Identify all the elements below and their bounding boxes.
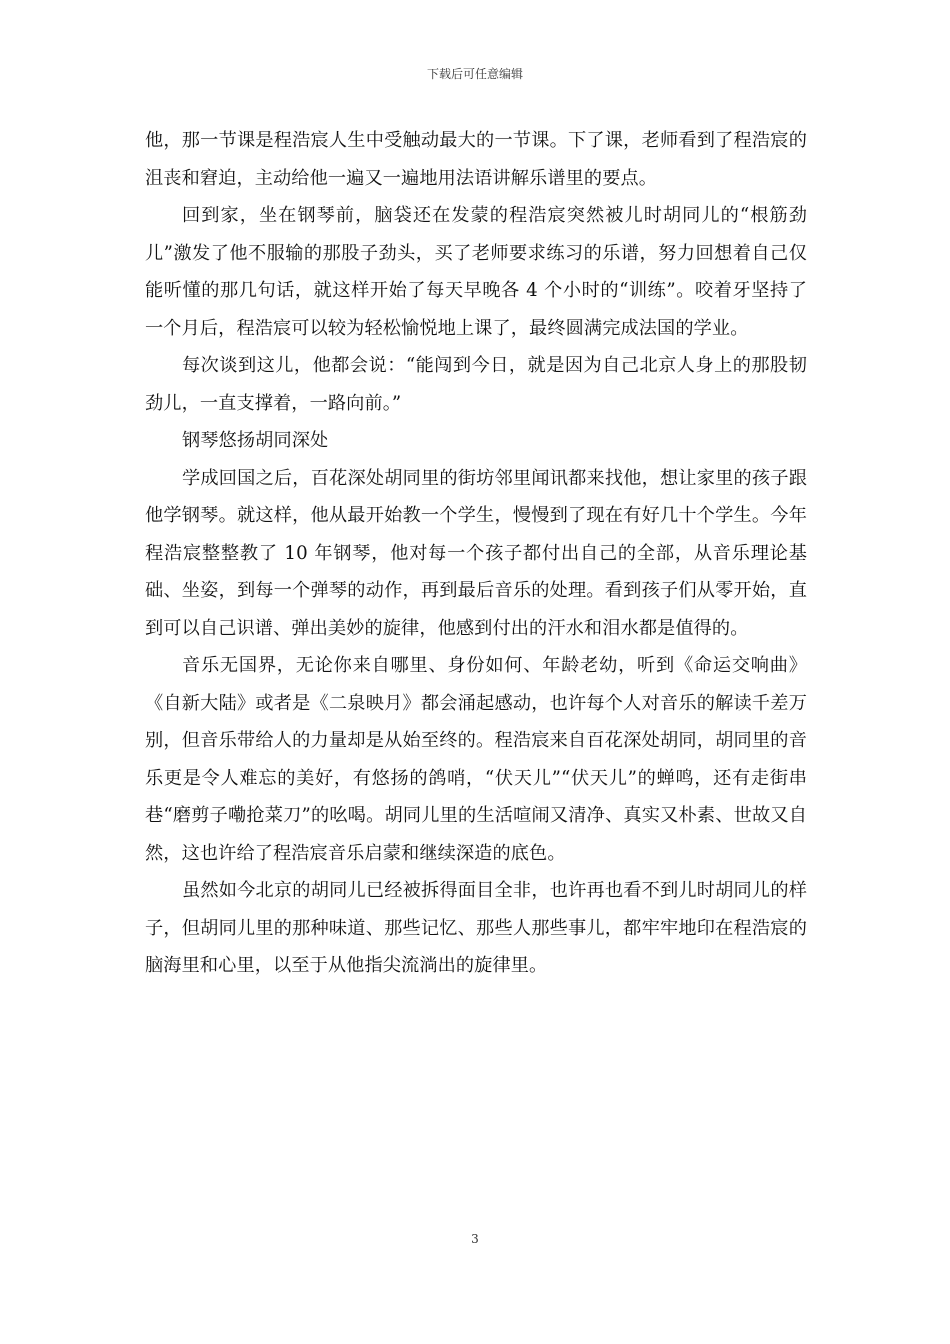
page-number: 3 — [471, 1232, 479, 1246]
document-body — [145, 122, 807, 985]
paragraph-music: 音乐无国界，无论你来自哪里、身份如何、年龄老幼，听到《命运交响曲》《自新大陆》或者是《二泉映月》都会涌起感动，也许每个人对音乐的解读千差万别，但音乐带给人的力量却是从始至终的。程浩宸来自百花深处胡同，胡同里的音乐更是令人难忘的美好，有悠扬的鸽哨，“伏天儿”“伏天儿”的蝉鸣，还有走街串巷“磨剪子嘞抢菜刀”的吆喝。胡同儿里的生活喧闹又清净、真实又朴素、世故又自然，这也许给了程浩宸音乐启蒙和继续深造的底色。 — [145, 655, 807, 864]
paragraph-hutong-memory: 虽然如今北京的胡同儿已经被拆得面目全非，也许再也看不到儿时胡同儿的样子，但胡同儿里的那种味道、那些记忆、那些人那些事儿，都牢牢地印在程浩宸的脑海里和心里，以至于从他指尖流淌出的旋律里。 — [145, 880, 807, 976]
section-heading: 钢琴悠扬胡同深处 — [182, 430, 329, 451]
page-header-note: 下载后可任意编辑 — [426, 67, 523, 81]
paragraph-quote: 每次谈到这儿，他都会说：“能闯到今日，就是因为自己北京人身上的那股韧劲儿，一直支撑着，一路向前。” — [145, 355, 807, 414]
paragraph-continuation: 他，那一节课是程浩宸人生中受触动最大的一节课。下了课，老师看到了程浩宸的沮丧和窘迫，主动给他一遍又一遍地用法语讲解乐谱里的要点。 — [145, 130, 807, 189]
paragraph-return-home: 回到家，坐在钢琴前，脑袋还在发蒙的程浩宸突然被儿时胡同儿的“根筋劲儿”激发了他不服输的那股子劲头，买了老师要求练习的乐谱，努力回想着自己仅能听懂的那几句话，就这样开始了每天早晚各 4 个小时的“训练”。咬着牙坚持了一个月后，程浩宸可以较为轻松愉悦地上课了，最终圆满完成法国的学业。 — [145, 205, 807, 339]
paragraph-teaching: 学成回国之后，百花深处胡同里的街坊邻里闻讯都来找他，想让家里的孩子跟他学钢琴。就这样，他从最开始教一个学生，慢慢到了现在有好几十个学生。今年程浩宸整整教了 10 年钢琴，他对每一个孩子都付出自己的全部，从音乐理论基础、坐姿，到每一个弹琴的动作，再到最后音乐的处理。看到孩子们从零开始，直到可以自己识谱、弹出美妙的旋律，他感到付出的汗水和泪水都是值得的。 — [145, 467, 807, 639]
